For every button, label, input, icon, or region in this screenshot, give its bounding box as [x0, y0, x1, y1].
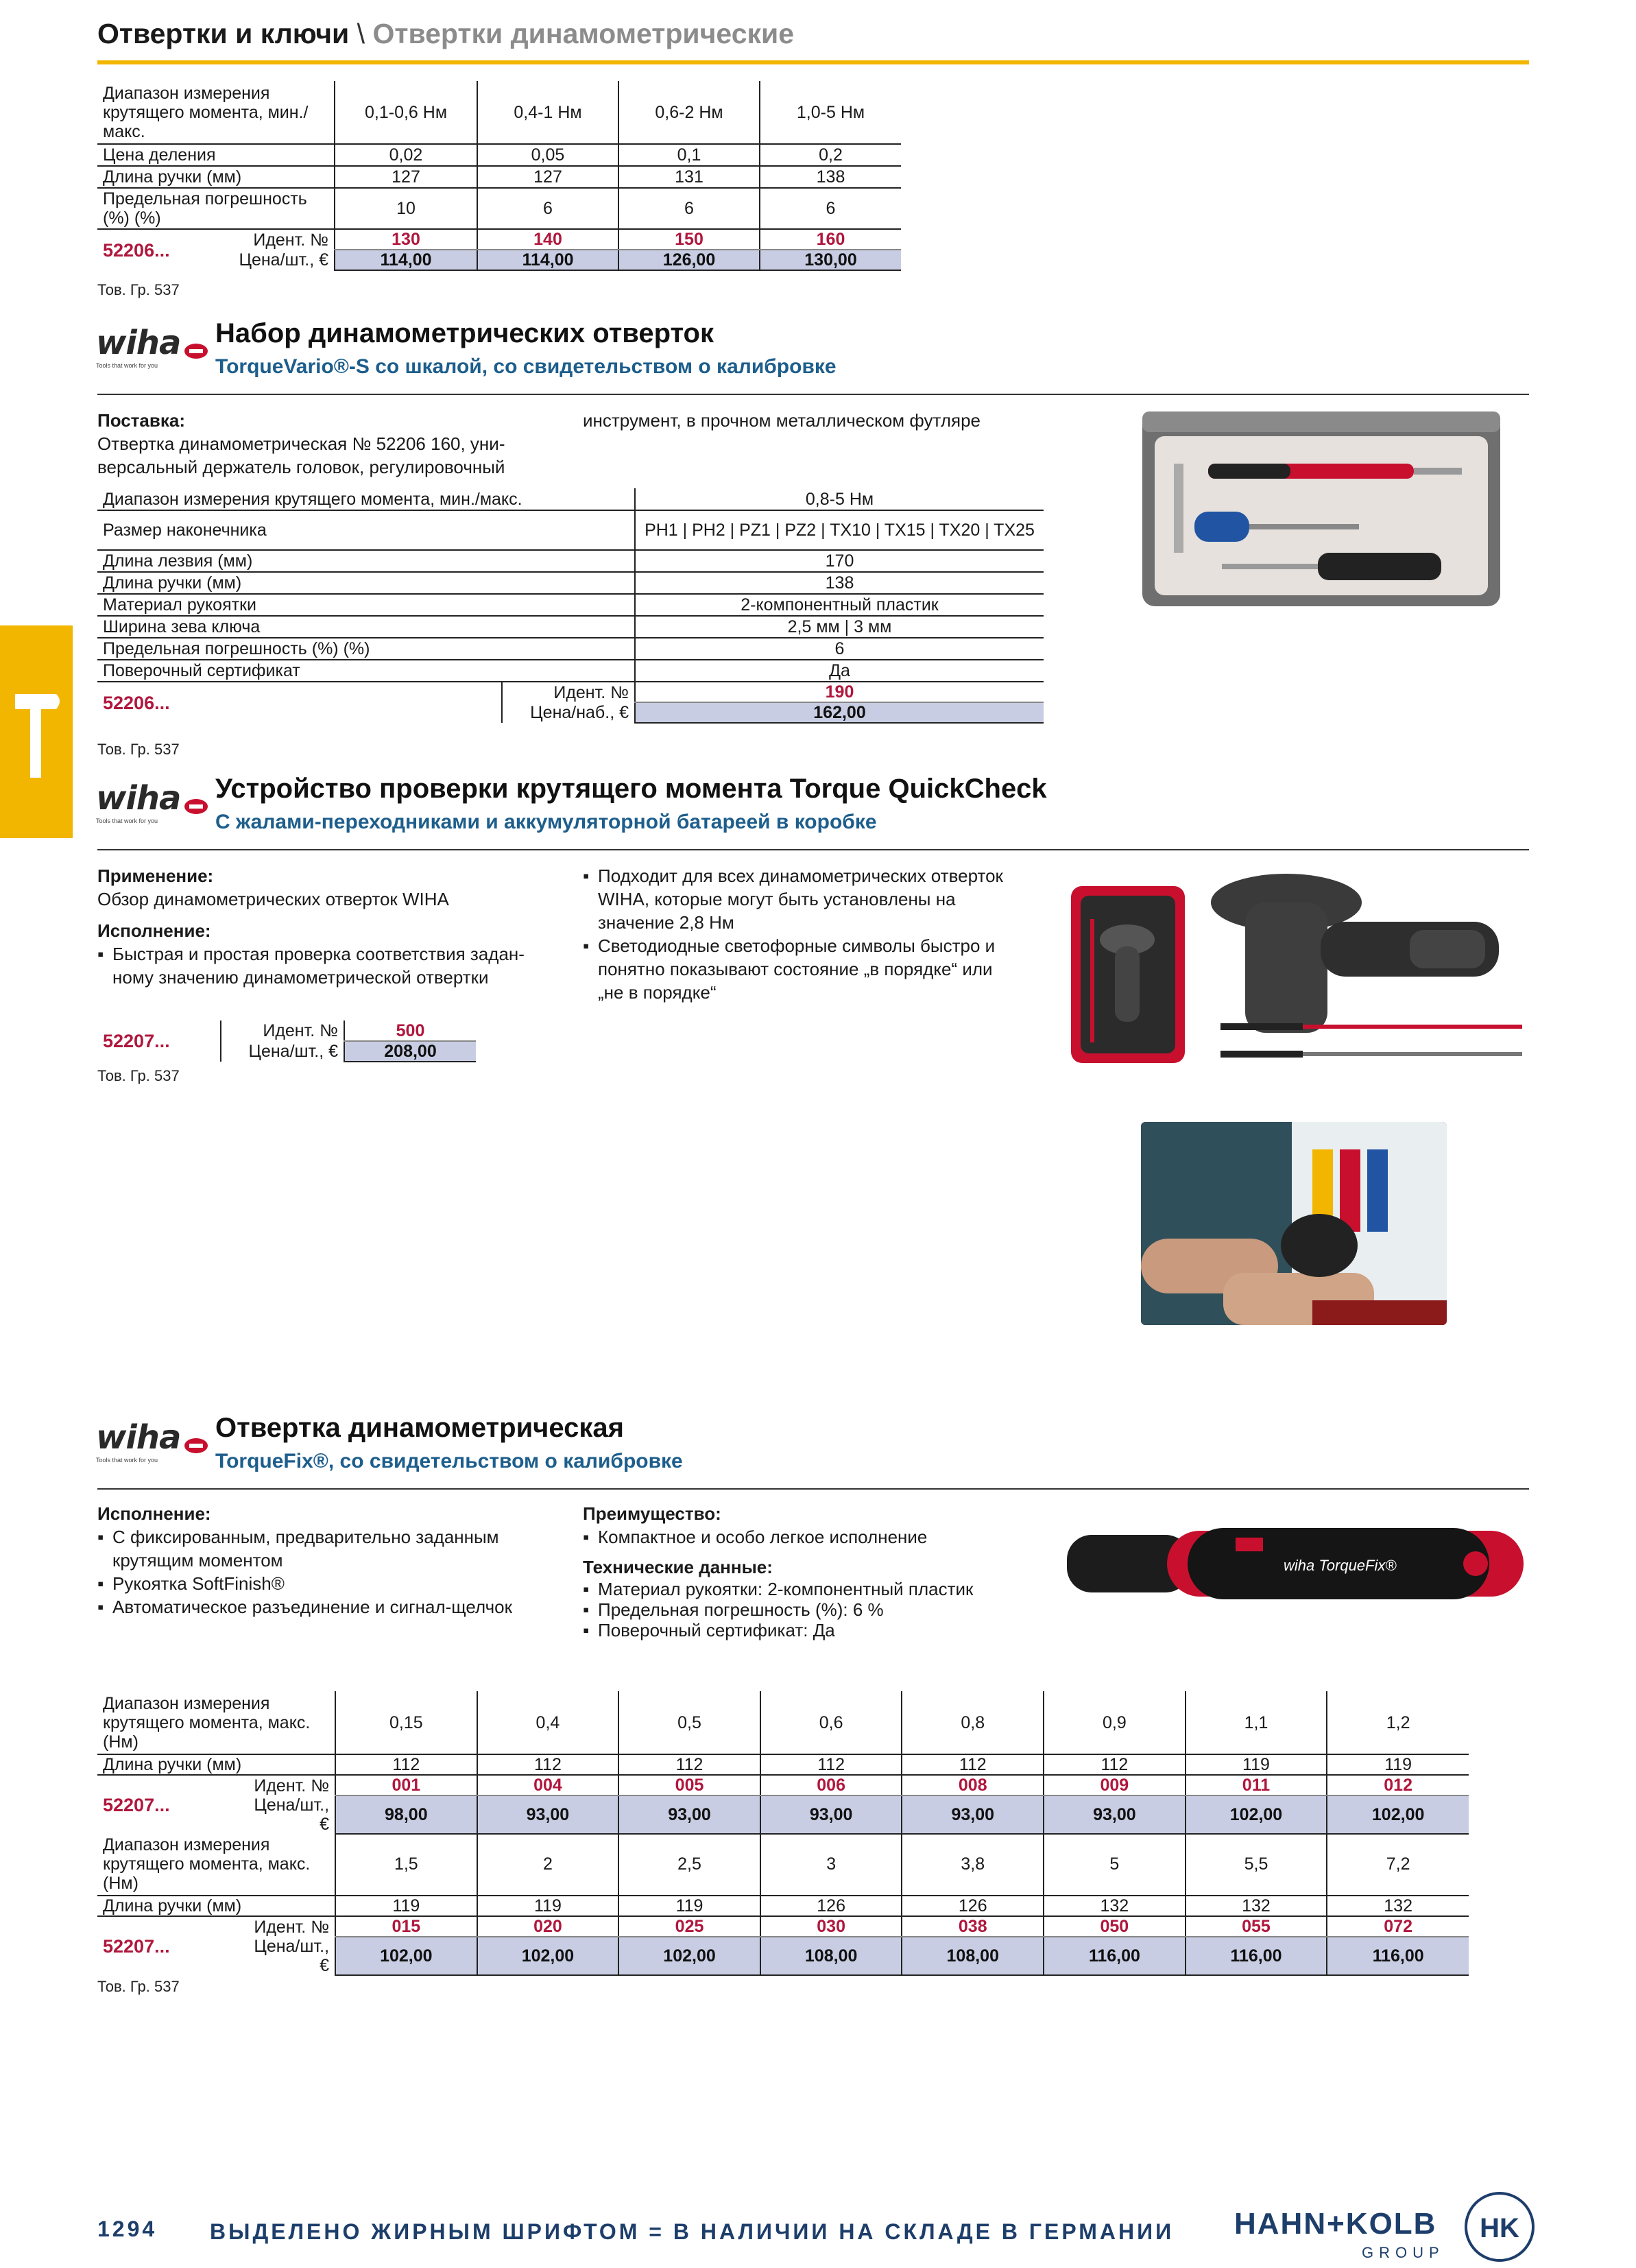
row-label-id: Идент. № — [254, 1776, 330, 1795]
header-category: Отвертки и ключи — [97, 18, 350, 49]
row-label-length: Длина ручки (мм) — [97, 1754, 335, 1775]
table-cell: 138 — [760, 166, 901, 188]
item-id: 055 — [1186, 1916, 1327, 1937]
table-cell: 6 — [618, 188, 760, 229]
row-label-id: Идент. № — [221, 1020, 344, 1041]
row-label: Длина лезвия (мм) — [97, 550, 635, 572]
item-price: 208,00 — [344, 1041, 476, 1062]
table-cell: 112 — [335, 1754, 477, 1775]
wiha-badge-icon — [184, 1437, 208, 1454]
list-item: ▪ Быстрая и простая проверка соответствия задан- ному значению динамометрической отвертки — [97, 942, 577, 989]
item-price: 93,00 — [902, 1795, 1044, 1834]
product-group: Тов. Гр. 537 — [97, 1978, 180, 1995]
item-price: 108,00 — [760, 1937, 902, 1975]
item-id: 190 — [635, 682, 1044, 702]
section-rule — [97, 849, 1529, 850]
table-cell: 0,02 — [335, 144, 477, 166]
handle-label: wiha TorqueFix® — [1284, 1557, 1397, 1574]
table-cell: 112 — [477, 1754, 619, 1775]
table-cell: 3 — [760, 1833, 902, 1896]
table-cell: 6 — [635, 638, 1044, 660]
item-price: 98,00 — [335, 1795, 477, 1834]
table-cell: 2,5 мм | 3 мм — [635, 616, 1044, 638]
table-cell: 1,5 — [335, 1833, 477, 1896]
svg-text:HK: HK — [1480, 2213, 1519, 2243]
table-cell: 0,8-5 Нм — [635, 488, 1044, 510]
table-cell: 119 — [1186, 1754, 1327, 1775]
table-cell: 119 — [477, 1896, 619, 1916]
table-cell: 138 — [635, 572, 1044, 594]
table-cell: PH1 | PH2 | PZ1 | PZ2 | TX10 | TX15 | TX20 | TX25 — [635, 510, 1044, 550]
item-price: 93,00 — [760, 1795, 902, 1834]
item-id: 020 — [477, 1916, 619, 1937]
table-cell: 0,4-1 Нм — [477, 81, 618, 144]
item-id: 030 — [760, 1916, 902, 1937]
item-id: 005 — [618, 1775, 760, 1795]
row-label-range: Диапазон измерения крутящего момента, макс. (Нм) — [97, 1691, 335, 1754]
table-cell: 1,2 — [1327, 1691, 1469, 1754]
list-item: ▪ Автоматическое разъединение и сигнал-щелчок — [97, 1595, 577, 1619]
table-cell: 127 — [335, 166, 477, 188]
row-label-price: Цена/шт., € — [254, 1795, 330, 1834]
table-cell: 0,1-0,6 Нм — [335, 81, 477, 144]
table-cell: 2 — [477, 1833, 619, 1896]
torquefix-table-b — [97, 1833, 1469, 1976]
table-cell: 119 — [1327, 1754, 1469, 1775]
item-price: 130,00 — [760, 250, 901, 270]
section-title: Набор динамометрических отверток — [215, 318, 714, 348]
row-label-error: Предельная погрешность (%) (%) — [97, 188, 335, 229]
torquefix-handle-image — [1064, 1518, 1530, 1608]
row-label-price: Цена/наб., € — [502, 702, 635, 723]
table-cell: 170 — [635, 550, 1044, 572]
item-id: 072 — [1327, 1916, 1469, 1937]
wiha-badge-icon — [184, 798, 208, 815]
item-id: 008 — [902, 1775, 1044, 1795]
table-cell: 132 — [1186, 1896, 1327, 1916]
table-cell: 0,05 — [477, 144, 618, 166]
header-subcategory: Отвертки динамометрические — [372, 18, 795, 49]
row-label-id: Идент. № — [502, 682, 635, 702]
quickcheck-price-table — [97, 1020, 476, 1062]
item-price: 102,00 — [1186, 1795, 1327, 1834]
item-price: 102,00 — [1327, 1795, 1469, 1834]
table-cell: 0,8 — [902, 1691, 1044, 1754]
table-cell: 0,6 — [760, 1691, 902, 1754]
table-cell: 132 — [1044, 1896, 1186, 1916]
table-cell: 0,15 — [335, 1691, 477, 1754]
delivery-block: Поставка: Отвертка динамометрическая № 52206 160, уни- версальный держатель головок, регулировочный — [97, 410, 505, 477]
section-title: Отвертка динамометрическая — [215, 1413, 624, 1443]
item-id: 050 — [1044, 1916, 1186, 1937]
table-cell: 131 — [618, 166, 760, 188]
product-group: Тов. Гр. 537 — [97, 1067, 180, 1084]
item-id: 011 — [1186, 1775, 1327, 1795]
hahn-kolb-group: GROUP — [1362, 2244, 1445, 2261]
table-cell: 2-компонентный пластик — [635, 594, 1044, 616]
table-cell: 5 — [1044, 1833, 1186, 1896]
item-price: 126,00 — [618, 250, 760, 270]
item-id: 006 — [760, 1775, 902, 1795]
item-price: 116,00 — [1186, 1937, 1327, 1975]
article-code: 52207... — [103, 1935, 170, 1957]
item-id: 130 — [335, 229, 477, 250]
hammer-icon — [0, 625, 73, 838]
list-item: ▪ Рукоятка SoftFinish® — [97, 1572, 577, 1595]
wiha-logo: wiha Tools that work for you — [96, 779, 208, 824]
item-price: 162,00 — [635, 702, 1044, 723]
chapter-tab — [0, 625, 73, 838]
list-item: ▪ Подходит для всех динамометрических отверток WIHA, которые могут быть установлены на значение 2,8 Нм — [583, 864, 1063, 934]
execution-block: Исполнение: ▪ С фиксированным, предварительно заданным крутящим моментом ▪ Рукоятка SoftFinish® ▪ Автоматическое разъединение и сигнал-щелчок — [97, 1502, 577, 1619]
item-id: 038 — [902, 1916, 1044, 1937]
footer-note: ВЫДЕЛЕНО ЖИРНЫМ ШРИФТОМ = В НАЛИЧИИ НА СКЛАДЕ В ГЕРМАНИИ — [210, 2219, 1175, 2244]
torque-set-case-image — [1140, 409, 1503, 609]
row-label: Длина ручки (мм) — [97, 572, 635, 594]
advantage-block: Преимущество: ▪ Компактное и особо легкое исполнение Технические данные: ▪ Материал рукоятки: 2-компонентный пластик ▪ Предельная погрешность (%): 6 % ▪ Поверочный сертификат: Да — [583, 1502, 1063, 1640]
table-cell: 6 — [477, 188, 618, 229]
table-cell: 0,1 — [618, 144, 760, 166]
item-id: 500 — [344, 1020, 476, 1041]
product-group: Тов. Гр. 537 — [97, 281, 180, 298]
item-id: 004 — [477, 1775, 619, 1795]
article-code: 52206... — [103, 692, 170, 713]
item-id: 001 — [335, 1775, 477, 1795]
row-label: Размер наконечника — [97, 510, 635, 550]
item-price: 102,00 — [618, 1937, 760, 1975]
row-label-range: Диапазон измерения крутящего момента, мин./макс. — [97, 81, 335, 144]
item-id: 150 — [618, 229, 760, 250]
row-label: Поверочный сертификат — [97, 660, 635, 682]
list-item: ▪ Компактное и особо легкое исполнение — [583, 1525, 1063, 1549]
item-price: 102,00 — [335, 1937, 477, 1975]
table-cell: 5,5 — [1186, 1833, 1327, 1896]
item-price: 114,00 — [477, 250, 618, 270]
set-spec-table — [97, 488, 1044, 724]
table-cell: 3,8 — [902, 1833, 1044, 1896]
item-id: 015 — [335, 1916, 477, 1937]
wiha-badge-icon — [184, 343, 208, 359]
row-label: Диапазон измерения крутящего момента, мин./макс. — [97, 488, 635, 510]
table-cell: 0,4 — [477, 1691, 619, 1754]
quickcheck-in-use-image — [1141, 1122, 1447, 1325]
table-cell: 112 — [1044, 1754, 1186, 1775]
product-group: Тов. Гр. 537 — [97, 741, 180, 758]
table-cell: 0,2 — [760, 144, 901, 166]
table-cell: 112 — [902, 1754, 1044, 1775]
section-subtitle: TorqueFix®, со свидетельством о калибровке — [215, 1450, 683, 1472]
row-label-division: Цена деления — [97, 144, 335, 166]
section-rule — [97, 394, 1529, 395]
row-label-length: Длина ручки (мм) — [97, 166, 335, 188]
item-id: 009 — [1044, 1775, 1186, 1795]
header-separator: \ — [357, 18, 365, 49]
list-item: ▪ С фиксированным, предварительно заданным крутящим моментом — [97, 1525, 577, 1572]
row-label-length: Длина ручки (мм) — [97, 1896, 335, 1916]
torque-table-52206 — [97, 81, 901, 271]
item-price: 102,00 — [477, 1937, 619, 1975]
page-number: 1294 — [97, 2217, 158, 2241]
table-cell: 127 — [477, 166, 618, 188]
wiha-logo: wiha Tools that work for you — [96, 1418, 208, 1464]
table-cell: 112 — [618, 1754, 760, 1775]
table-cell: 126 — [902, 1896, 1044, 1916]
table-cell: 119 — [335, 1896, 477, 1916]
article-code: 52206... — [103, 240, 170, 261]
table-cell: 119 — [618, 1896, 760, 1916]
item-price: 116,00 — [1044, 1937, 1186, 1975]
section-title: Устройство проверки крутящего момента Torque QuickCheck — [215, 774, 1047, 804]
article-code: 52207... — [103, 1031, 170, 1051]
row-label-price: Цена/шт., € — [221, 1041, 344, 1062]
table-cell: 126 — [760, 1896, 902, 1916]
row-label-id: Идент. № — [254, 1917, 330, 1937]
table-cell: 0,5 — [618, 1691, 760, 1754]
table-cell: 112 — [760, 1754, 902, 1775]
row-label-price: Цена/шт., € — [254, 1937, 330, 1975]
row-label: Ширина зева ключа — [97, 616, 635, 638]
quickcheck-case-image — [1070, 885, 1186, 1064]
table-cell: 0,6-2 Нм — [618, 81, 760, 144]
adapter-bits-image — [1214, 1010, 1530, 1071]
features-block — [583, 864, 1063, 1004]
table-cell: 132 — [1327, 1896, 1469, 1916]
article-code: 52207... — [103, 1794, 170, 1815]
list-item: ▪ Поверочный сертификат: Да — [583, 1620, 1063, 1640]
item-price: 116,00 — [1327, 1937, 1469, 1975]
item-id: 160 — [760, 229, 901, 250]
item-id: 140 — [477, 229, 618, 250]
table-cell: 1,0-5 Нм — [760, 81, 901, 144]
item-price: 114,00 — [335, 250, 477, 270]
list-item: ▪ Материал рукоятки: 2-компонентный пластик — [583, 1579, 1063, 1599]
page-header — [97, 18, 794, 50]
section-rule — [97, 1488, 1529, 1490]
item-price: 93,00 — [477, 1795, 619, 1834]
usage-block: Применение: Обзор динамометрических отверток WIHA Исполнение: ▪ Быстрая и простая проверка соответствия задан- ному значению динамометрической отвертки — [97, 864, 577, 989]
hk-emblem-icon — [1465, 2192, 1535, 2262]
table-cell: 0,9 — [1044, 1691, 1186, 1754]
item-id: 025 — [618, 1916, 760, 1937]
row-label-range: Диапазон измерения крутящего момента, макс. (Нм) — [97, 1833, 335, 1896]
item-id: 012 — [1327, 1775, 1469, 1795]
list-item: ▪ Предельная погрешность (%): 6 % — [583, 1599, 1063, 1620]
row-label: Материал рукоятки — [97, 594, 635, 616]
table-cell: 6 — [760, 188, 901, 229]
row-label-price: Цена/шт., € — [239, 250, 328, 270]
table-cell: 10 — [335, 188, 477, 229]
row-label: Предельная погрешность (%) (%) — [97, 638, 635, 660]
item-price: 93,00 — [1044, 1795, 1186, 1834]
item-price: 108,00 — [902, 1937, 1044, 1975]
wiha-logo: wiha Tools that work for you — [96, 324, 208, 369]
list-item: ▪ Светодиодные светофорные символы быстро и понятно показывают состояние „в порядке“ или „не в порядке“ — [583, 934, 1063, 1004]
table-cell: 2,5 — [618, 1833, 760, 1896]
header-rule — [97, 60, 1529, 64]
item-price: 93,00 — [618, 1795, 760, 1834]
torquefix-table-a — [97, 1691, 1469, 1835]
row-label-id: Идент. № — [253, 230, 328, 250]
section-subtitle: С жалами-переходниками и аккумуляторной батареей в коробке — [215, 811, 877, 833]
delivery-continued: инструмент, в прочном металлическом футляре — [583, 410, 981, 431]
table-cell: 1,1 — [1186, 1691, 1327, 1754]
hahn-kolb-logo: HAHN+KOLB — [1234, 2207, 1437, 2241]
table-cell: Да — [635, 660, 1044, 682]
table-cell: 7,2 — [1327, 1833, 1469, 1896]
section-subtitle: TorqueVario®-S со шкалой, со свидетельством о калибровке — [215, 355, 837, 378]
